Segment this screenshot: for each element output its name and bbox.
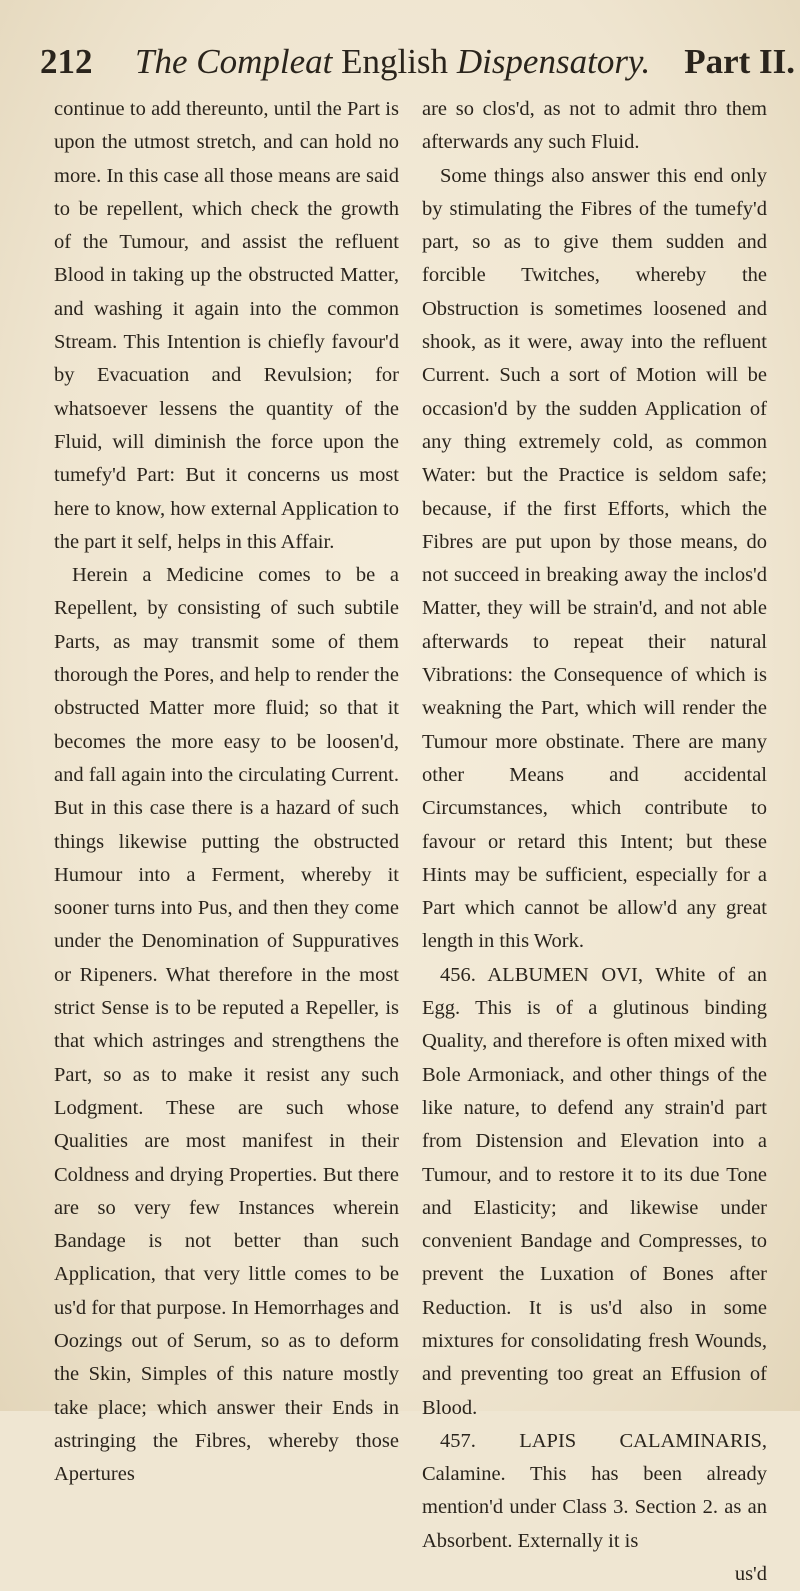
entry-457-lapis-calaminaris: 457. LAPIS CALAMINARIS, Calamine. This has been already mention'd under Class 3. Section 2. as an Absorbent. Externally it is [422,1429,767,1552]
left-paragraph-2: Herein a Medicine comes to be a Repellent, by consisting of such subtile Parts, as may transmit some of them thorough the Pores, and help to render the obstructed Matter more fluid; so that it becomes the more easy to be loosen'd, and fall again into the circulating Current. But in this case there is a hazard of such things likewise putting the obstructed Humour into a Ferment, whereby it sooner turns into Pus, and then they come under the Denomination of Suppuratives or Ripeners. What therefore in the most strict Sense is to be reputed a Repeller, is that which astringes and strengthens the Part, so as to make it resist any such Lodgment. These are such whose Qualities are most manifest in their Coldness and drying Properties. But there are so very few Instances wherein Bandage is not better than such Application, that very little comes to be us'd for that purpose. In Hemorrhages and Oozings out of Serum, so as to deform the Skin, Simples of this nature mostly take place; which answer their Ends in astringing the Fibres, whereby those Apertures [54,564,399,1486]
left-column [54,93,399,1491]
page-number: 212 [40,42,93,81]
title-italic-part-1: The Compleat [135,42,333,81]
part-label: Part II. [684,42,795,81]
running-title [135,36,650,88]
right-column [422,93,767,1591]
running-header [40,36,795,88]
right-paragraph-2: Some things also answer this end only by stimulating the Fibres of the tumefy'd part, so as to give them sudden and forcible Twitches, whereby the Obstruction is sometimes loosened and shook, as it were, away into the refluent Current. Such a sort of Motion will be occasion'd by the sudden Application of any thing extremely cold, as common Water: but the Practice is seldom safe; because, if the first Efforts, which the Fibres are put upon by those means, do not succeed in breaking away the inclos'd Matter, they will be strain'd, and not able afterwards to repeat their natural Vibrations: the Consequence of which is weakning the Part, which will render the Tumour more obstinate. There are many other Means and accidental Circumstances, which contribute to favour or retard this Intent; but these Hints may be sufficient, especially for a Part which cannot be allow'd any great length in this Work. [422,164,767,953]
left-paragraph-1: continue to add thereunto, until the Part is upon the utmost stretch, and can hold no more. In this case all those means are said to be repellent, which check the growth of the Tumour, and assist the refluent Blood in taking up the obstructed Matter, and washing it again into the common Stream. This Intention is chiefly favour'd by Evacuation and Revulsion; for whatsoever lessens the quantity of the Fluid, will diminish the force upon the tumefy'd Part: But it concerns us most here to know, how external Application to the part it self, helps in this Affair. [54,98,399,553]
entry-456-albumen-ovi: 456. ALBUMEN OVI, White of an Egg. This is of a glutinous binding Quality, and therefore is often mixed with Bole Armoniack, and other things of the like nature, to defend any strain'd part from Distension and Elevation into a Tumour, and to restore it to its due Tone and Elasticity; and likewise under convenient Bandage and Compresses, to prevent the Luxation of Bones after Reduction. It is us'd also in some mixtures for consolidating fresh Wounds, and preventing too great an Effusion of Blood. [422,963,767,1419]
title-roman-part: English [332,42,457,81]
right-paragraph-1: are so clos'd, as not to admit thro them afterwards any such Fluid. [422,98,767,154]
title-italic-part-2: Dispensatory. [456,42,651,81]
catchword: us'd [734,1563,767,1586]
